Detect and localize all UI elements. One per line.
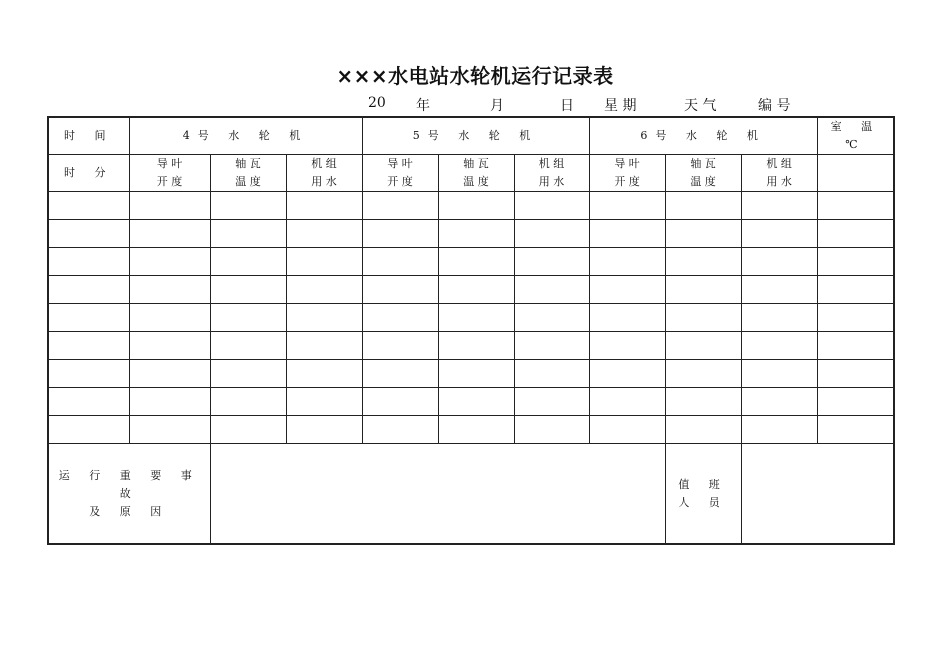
guide-vane-header — [362, 155, 438, 192]
table-row — [48, 332, 894, 360]
table-cell[interactable] — [589, 388, 665, 416]
table-cell[interactable] — [210, 276, 286, 304]
table-cell[interactable] — [210, 332, 286, 360]
table-cell[interactable] — [589, 248, 665, 276]
table-cell[interactable] — [665, 276, 741, 304]
table-cell[interactable] — [286, 192, 362, 220]
table-cell[interactable] — [438, 220, 514, 248]
unit5-header: 5号 水 轮 机 — [362, 117, 589, 155]
table-cell[interactable] — [665, 248, 741, 276]
table-row — [48, 388, 894, 416]
table-cell[interactable] — [741, 220, 817, 248]
table-cell[interactable] — [129, 304, 210, 332]
data-body — [48, 192, 894, 444]
unit4-header: 4号 水 轮 机 — [129, 117, 362, 155]
header-row-params — [48, 155, 894, 192]
header-row-units — [48, 117, 894, 155]
table-cell[interactable] — [514, 304, 589, 332]
table-cell[interactable] — [286, 276, 362, 304]
table-cell[interactable] — [665, 332, 741, 360]
bearing-temp-header — [210, 155, 286, 192]
table-cell[interactable] — [129, 192, 210, 220]
unit-water-header — [286, 155, 362, 192]
accidents-label — [48, 444, 210, 545]
guide-vane-line2: 开 度 — [614, 175, 640, 188]
bearing-line1: 轴 瓦 — [690, 157, 716, 170]
table-cell[interactable] — [362, 388, 438, 416]
table-cell[interactable] — [438, 276, 514, 304]
table-row — [48, 220, 894, 248]
month-label: 月 — [490, 98, 504, 114]
table-cell[interactable] — [210, 416, 286, 444]
weekday-label: 星 期 — [604, 98, 637, 114]
table-cell[interactable] — [741, 388, 817, 416]
table-row — [48, 416, 894, 444]
table-cell[interactable] — [741, 248, 817, 276]
table-cell[interactable] — [438, 388, 514, 416]
table-cell[interactable] — [514, 360, 589, 388]
accidents-line1: 运 行 重 要 事 故 — [58, 468, 200, 500]
table-cell[interactable] — [438, 248, 514, 276]
table-cell[interactable] — [48, 192, 129, 220]
table-cell[interactable] — [48, 276, 129, 304]
table-cell[interactable] — [48, 360, 129, 388]
year-label: 年 — [416, 98, 430, 114]
table-cell[interactable] — [129, 276, 210, 304]
table-row — [48, 248, 894, 276]
table-cell[interactable] — [362, 416, 438, 444]
table-cell[interactable] — [48, 248, 129, 276]
bearing-line2: 温 度 — [463, 175, 489, 188]
table-row — [48, 192, 894, 220]
table-cell[interactable] — [665, 192, 741, 220]
weather-label: 天 气 — [684, 98, 717, 114]
table-cell[interactable] — [286, 388, 362, 416]
table-row — [48, 304, 894, 332]
table-cell[interactable] — [741, 332, 817, 360]
bearing-line2: 温 度 — [235, 175, 261, 188]
table-cell[interactable] — [817, 304, 894, 332]
bearing-line2: 温 度 — [690, 175, 716, 188]
table-cell[interactable] — [286, 248, 362, 276]
bearing-temp-header — [665, 155, 741, 192]
table-row — [48, 360, 894, 388]
year-prefix: 20 — [368, 95, 386, 111]
table-cell[interactable] — [210, 248, 286, 276]
table-cell[interactable] — [665, 360, 741, 388]
table-cell[interactable] — [48, 332, 129, 360]
table-cell[interactable] — [589, 276, 665, 304]
table-cell[interactable] — [438, 416, 514, 444]
table-cell[interactable] — [665, 388, 741, 416]
table-cell[interactable] — [438, 360, 514, 388]
room-temp-cell[interactable] — [817, 155, 894, 192]
table-cell[interactable] — [589, 192, 665, 220]
page-title: ×××水电站水轮机运行记录表 — [336, 64, 614, 88]
table-cell[interactable] — [589, 304, 665, 332]
table-cell[interactable] — [129, 360, 210, 388]
table-cell[interactable] — [817, 332, 894, 360]
table-cell[interactable] — [210, 360, 286, 388]
table-cell[interactable] — [286, 416, 362, 444]
guide-vane-header — [589, 155, 665, 192]
on-duty-line1: 值 班 — [678, 477, 728, 491]
table-cell[interactable] — [817, 248, 894, 276]
table-cell[interactable] — [129, 388, 210, 416]
table-row — [48, 276, 894, 304]
table-cell[interactable] — [362, 276, 438, 304]
table-cell[interactable] — [589, 360, 665, 388]
table-cell[interactable] — [741, 192, 817, 220]
guide-vane-line1: 导 叶 — [156, 157, 183, 170]
table-cell[interactable] — [210, 388, 286, 416]
table-cell[interactable] — [438, 192, 514, 220]
table-cell[interactable] — [514, 388, 589, 416]
table-cell[interactable] — [741, 360, 817, 388]
table-cell[interactable] — [514, 192, 589, 220]
bearing-line1: 轴 瓦 — [235, 157, 261, 170]
table-cell[interactable] — [817, 388, 894, 416]
table-cell[interactable] — [286, 360, 362, 388]
on-duty-line2: 人 员 — [678, 495, 728, 509]
table-cell[interactable] — [817, 416, 894, 444]
table-cell[interactable] — [210, 304, 286, 332]
table-cell[interactable] — [665, 304, 741, 332]
unit-water-line2: 用 水 — [311, 175, 337, 188]
table-cell[interactable] — [817, 360, 894, 388]
table-cell[interactable] — [362, 304, 438, 332]
record-table — [47, 116, 895, 545]
table-cell[interactable] — [589, 220, 665, 248]
number-label: 编 号 — [758, 98, 791, 114]
bearing-line1: 轴 瓦 — [463, 157, 489, 170]
table-cell[interactable] — [48, 416, 129, 444]
table-cell[interactable] — [514, 416, 589, 444]
unit-water-header — [741, 155, 817, 192]
guide-vane-line2: 开 度 — [156, 175, 183, 188]
table-cell[interactable] — [129, 416, 210, 444]
unit6-header: 6号 水 轮 机 — [589, 117, 817, 155]
day-label: 日 — [560, 98, 574, 114]
unit-water-line1: 机 组 — [538, 157, 565, 170]
table-cell[interactable] — [817, 220, 894, 248]
table-cell[interactable] — [362, 192, 438, 220]
unit-water-line2: 用 水 — [538, 175, 565, 188]
table-cell[interactable] — [129, 220, 210, 248]
table-cell[interactable] — [286, 332, 362, 360]
guide-vane-line1: 导 叶 — [614, 157, 640, 170]
footer-row — [48, 444, 894, 545]
table-cell[interactable] — [48, 220, 129, 248]
table-cell[interactable] — [129, 332, 210, 360]
unit-water-line2: 用 水 — [766, 175, 792, 188]
on-duty-label — [665, 444, 741, 545]
unit-water-line1: 机 组 — [311, 157, 337, 170]
bearing-temp-header — [438, 155, 514, 192]
accidents-field[interactable] — [210, 444, 665, 545]
table-cell[interactable] — [665, 416, 741, 444]
table-cell[interactable] — [48, 388, 129, 416]
guide-vane-line1: 导 叶 — [387, 157, 413, 170]
table-cell[interactable] — [741, 304, 817, 332]
table-cell[interactable] — [129, 248, 210, 276]
table-cell[interactable] — [665, 220, 741, 248]
table-cell[interactable] — [286, 304, 362, 332]
time-header: 时 间 — [48, 117, 129, 155]
accidents-line2: 及 原 因 — [89, 504, 170, 518]
table-cell[interactable] — [210, 192, 286, 220]
table-cell[interactable] — [362, 360, 438, 388]
unit-water-header — [514, 155, 589, 192]
table-cell[interactable] — [286, 220, 362, 248]
table-cell[interactable] — [817, 276, 894, 304]
guide-vane-line2: 开 度 — [387, 175, 413, 188]
hour-min-header: 时 分 — [48, 155, 129, 192]
table-cell[interactable] — [741, 416, 817, 444]
table-cell[interactable] — [362, 332, 438, 360]
table-cell[interactable] — [514, 248, 589, 276]
unit-water-line1: 机 组 — [766, 157, 792, 170]
guide-vane-header — [129, 155, 210, 192]
room-temp-header: 室 温 ℃ — [817, 117, 894, 155]
table-cell[interactable] — [817, 192, 894, 220]
table-cell[interactable] — [514, 276, 589, 304]
table-cell[interactable] — [362, 248, 438, 276]
table-cell[interactable] — [589, 416, 665, 444]
table-cell[interactable] — [438, 332, 514, 360]
table-cell[interactable] — [362, 220, 438, 248]
table-cell[interactable] — [48, 304, 129, 332]
table-cell[interactable] — [210, 220, 286, 248]
table-cell[interactable] — [589, 332, 665, 360]
table-cell[interactable] — [514, 220, 589, 248]
table-cell[interactable] — [514, 332, 589, 360]
table-cell[interactable] — [741, 276, 817, 304]
on-duty-field[interactable] — [741, 444, 894, 545]
table-cell[interactable] — [438, 304, 514, 332]
